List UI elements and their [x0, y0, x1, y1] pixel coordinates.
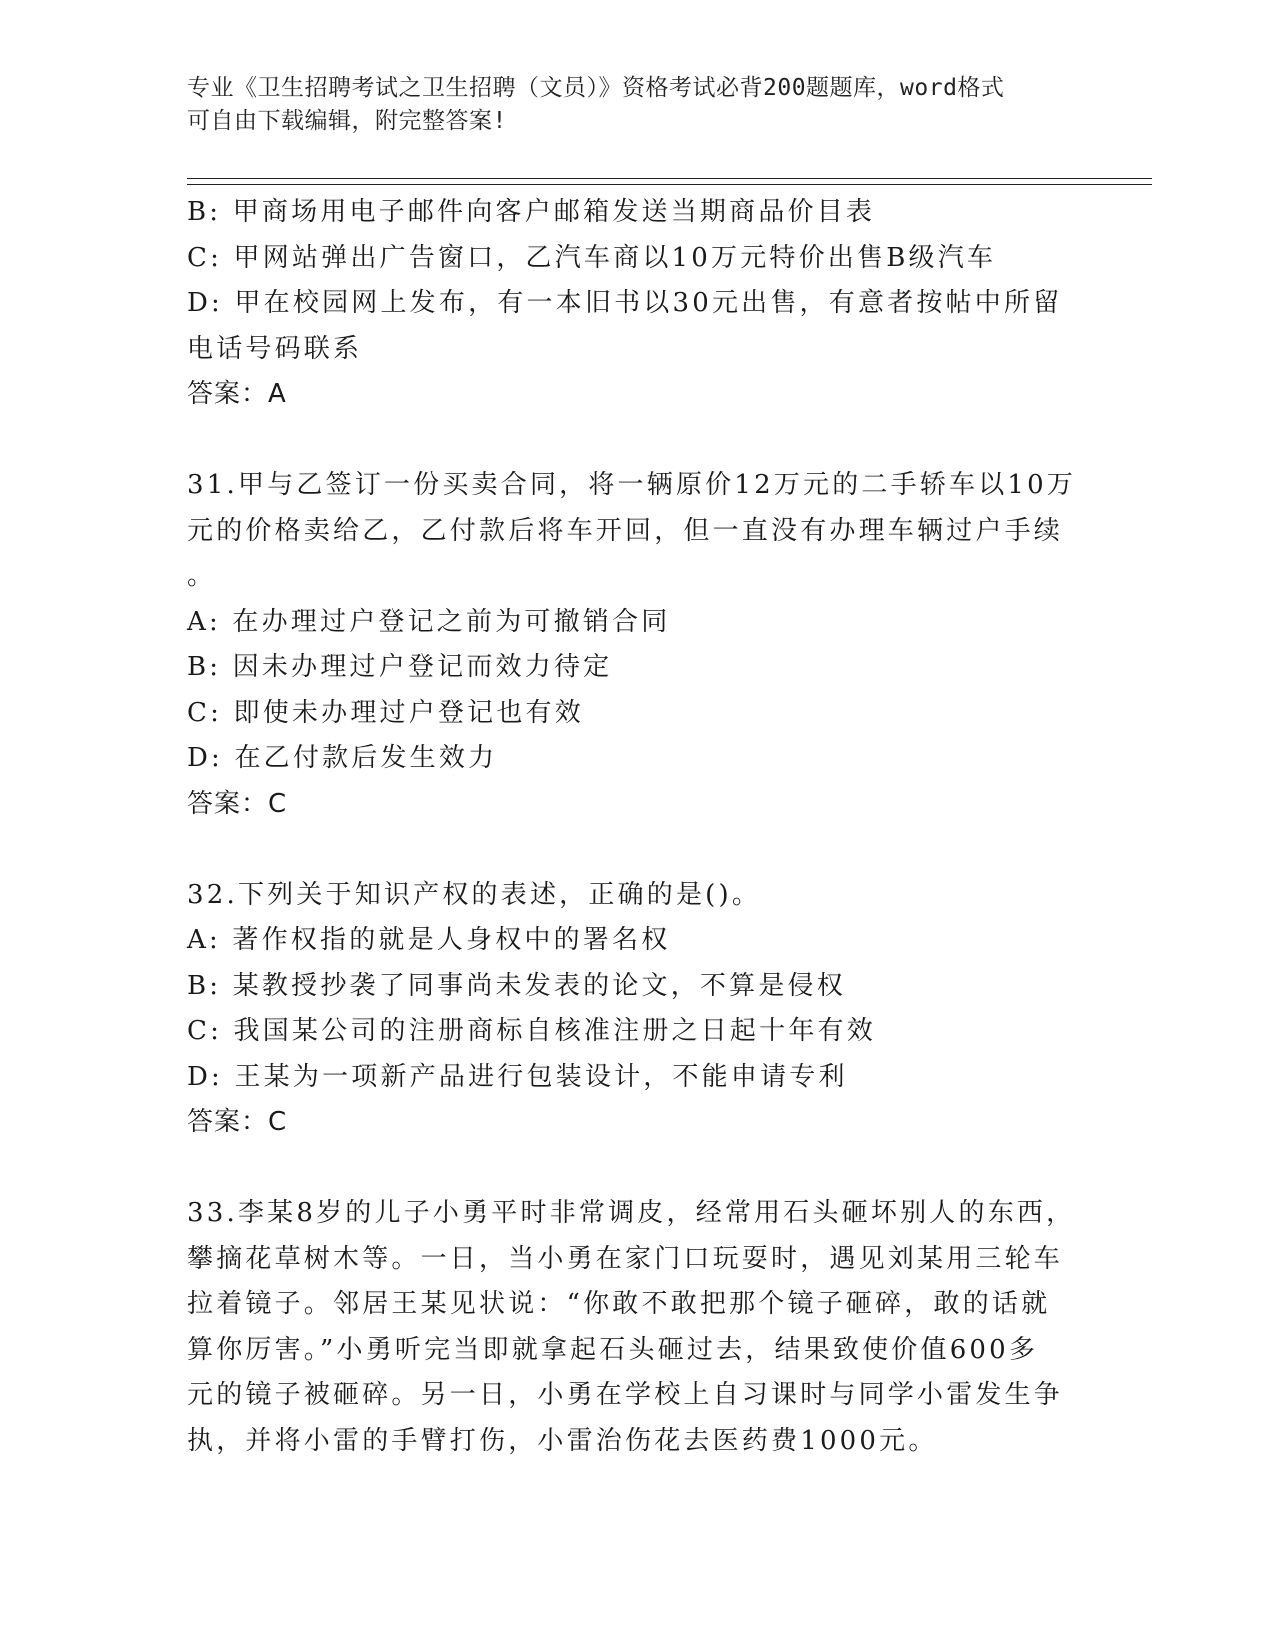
question-stem-end: 。	[187, 561, 217, 591]
document-body	[187, 190, 1117, 1464]
option-b: B: 因未办理过户登记而效力待定	[187, 652, 613, 682]
header-line-2: 可自由下载编辑，附完整答案!	[187, 108, 507, 134]
spacer	[187, 827, 1117, 873]
question-stem: 32.下列关于知识产权的表述，正确的是()。	[187, 879, 762, 910]
option-b: B: 甲商场用电子邮件向客户邮箱发送当期商品价目表	[187, 197, 876, 227]
option-d: D: 王某为一项新产品进行包装设计，不能申请专利	[187, 1061, 848, 1092]
option-a: A: 著作权指的就是人身权中的署名权	[187, 925, 671, 955]
header-rule-bottom	[187, 184, 1152, 185]
option-d: D: 在乙付款后发生效力	[187, 743, 498, 773]
option-c: C: 我国某公司的注册商标自核准注册之日起十年有效	[187, 1016, 876, 1046]
option-c: C: 甲网站弹出广告窗口，乙汽车商以10万元特价出售B级汽车	[187, 242, 997, 273]
question-stem-continued: 元的镜子被砸碎。另一日，小勇在学校上自习课时与同学小雷发生争	[187, 1380, 1064, 1410]
question-stem: 31.甲与乙签订一份买卖合同，将一辆原价12万元的二手轿车以10万	[187, 470, 1077, 500]
option-d: D: 甲在校园网上发布，有一本旧书以30元出售，有意者按帖中所留	[187, 288, 1063, 318]
header-line-1: 专业《卫生招聘考试之卫生招聘（文员）》资格考试必背200题题库，word格式	[187, 75, 1005, 101]
question-stem-continued: 算你厉害。”小勇听完当即就拿起石头砸过去，结果致使价值600多	[187, 1334, 1039, 1365]
question-30-continued	[187, 190, 1117, 418]
option-a: A: 在办理过户登记之前为可撤销合同	[187, 606, 671, 637]
question-stem-continued: 执，并将小雷的手臂打伤，小雷治伤花去医药费1000元。	[187, 1425, 938, 1456]
option-c: C: 即使未办理过户登记也有效	[187, 697, 584, 728]
question-31	[187, 463, 1117, 827]
question-stem: 33.李某8岁的儿子小勇平时非常调皮，经常用石头砸坏别人的东西，	[187, 1198, 1076, 1228]
question-stem-continued: 元的价格卖给乙，乙付款后将车开回，但一直没有办理车辆过户手续	[187, 515, 1064, 546]
option-d-continued: 电话号码联系	[187, 333, 363, 364]
spacer	[187, 418, 1117, 464]
header-rule-top	[187, 178, 1152, 179]
spacer	[187, 1146, 1117, 1192]
answer: 答案：C	[187, 1107, 288, 1137]
option-b: B: 某教授抄袭了同事尚未发表的论文，不算是侵权	[187, 970, 846, 1001]
answer: 答案：C	[187, 788, 288, 819]
question-stem-continued: 拉着镜子。邻居王某见状说：“你敢不敢把那个镜子砸碎，敢的话就	[187, 1289, 1051, 1319]
answer: 答案：A	[187, 379, 287, 409]
page-header	[187, 72, 1087, 138]
question-stem-continued: 攀摘花草树木等。一日，当小勇在家门口玩耍时，遇见刘某用三轮车	[187, 1243, 1064, 1274]
question-33	[187, 1191, 1117, 1464]
question-32	[187, 873, 1117, 1146]
